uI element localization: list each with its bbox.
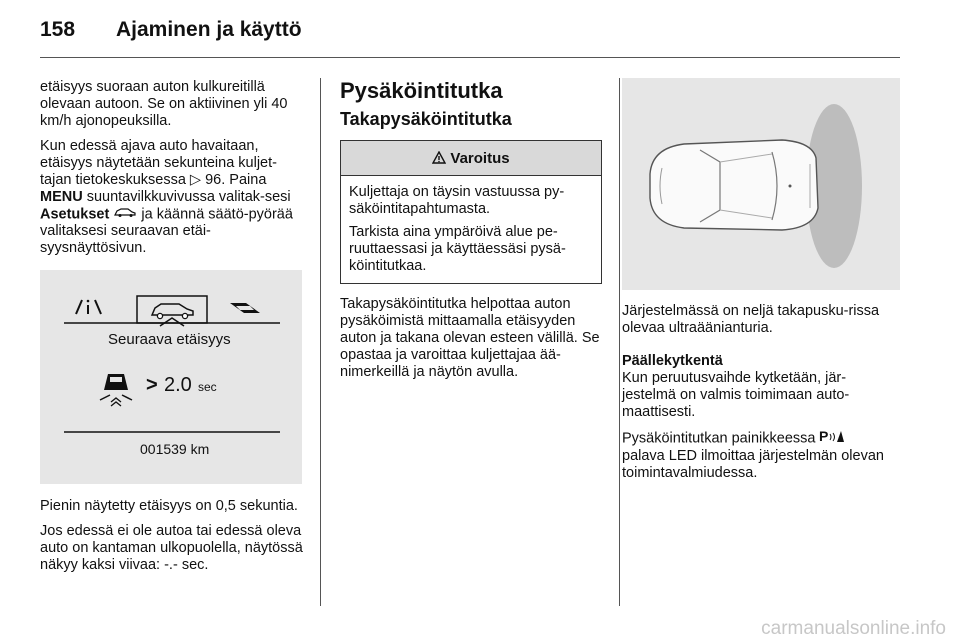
warning-title: Varoitus <box>450 149 510 167</box>
paragraph: etäisyys suoraan auton kulkureitillä olevaan autoon. Se on aktiivinen yli 40 km/h ajonopeuksilla. <box>40 79 288 129</box>
paragraph: Kuljettaja on täysin vastuussa py-säköintitapahtumasta. <box>349 184 565 217</box>
menu-label: MENU <box>40 189 83 205</box>
distance-value: 2.0 <box>164 374 192 396</box>
paragraph: Pienin näytetty etäisyys on 0,5 sekuntia. <box>40 498 298 514</box>
car-top-view-icon <box>650 140 818 230</box>
column-3-text <box>622 303 892 490</box>
tab-warning-icon <box>76 300 101 314</box>
distance-gt: > <box>146 374 158 396</box>
section-heading: Pysäköintitutka <box>340 78 503 103</box>
paragraph: Järjestelmässä on neljä takapusku-rissa olevaa ultraäänianturia. <box>622 303 880 336</box>
paragraph: Kun peruutusvaihde kytketään, jär-jestelmä on valmis toimimaan auto-maattisesti. <box>622 370 850 420</box>
column-divider-1 <box>320 78 321 606</box>
distance-unit: sec <box>198 380 217 394</box>
paragraph <box>622 429 892 482</box>
topic-heading: Päällekytkentä <box>622 353 723 369</box>
warning-body <box>341 176 601 283</box>
text: Pysäköintitutkan painikkeessa <box>622 430 816 447</box>
reference-arrow-icon: ▷ <box>189 172 202 188</box>
warning-box <box>340 140 602 284</box>
column-divider-2 <box>619 78 620 606</box>
vehicle-ahead-icon <box>100 374 132 406</box>
column-2-text <box>340 78 602 389</box>
paragraph: Takapysäköintitutka helpottaa auton pysäköimistä mittaamalla etäisyyden auton ja takana olevan esteen välillä. Se opastaa ja varoittaa kuljettajaa ää-nimerkeillä ja näytön avulla. <box>340 296 600 380</box>
column-1-text <box>40 79 304 265</box>
text: ja käännä säätö-pyörää valitaksesi seuraavan etäi-syysnäyttösivun. <box>40 206 293 257</box>
paragraph: Jos edessä ei ole autoa tai edessä oleva auto on kantaman ulkopuolella, näytössä näkyy kaksi viivaa: -.- sec. <box>40 523 303 573</box>
tab-car-icon <box>152 304 193 319</box>
svg-text:P: P <box>819 429 829 443</box>
watermark: carmanualsonline.info <box>761 618 946 639</box>
display-title: Seuraava etäisyys <box>108 331 231 348</box>
paragraph: Tarkista aina ympäröivä alue pe-ruuttaessasi ja käyttäessäsi pysä-köintitutkaa. <box>349 224 566 274</box>
rear-parking-sensor-figure <box>622 78 900 290</box>
tab-road-icon <box>230 303 260 313</box>
warning-triangle-icon <box>432 150 446 167</box>
page-reference: 96. Paina <box>205 172 267 188</box>
page-number: 158 <box>40 18 76 41</box>
paragraph <box>40 138 304 257</box>
page-title: Ajaminen ja käyttö <box>116 18 302 41</box>
text: suuntavilkkuvivussa valitak-sesi <box>86 189 291 205</box>
odometer: 001539 km <box>140 441 210 457</box>
driver-info-display-figure <box>40 270 302 484</box>
subsection-heading: Takapysäköintitutka <box>340 109 512 129</box>
column-1-lower-text <box>40 498 304 582</box>
car-settings-icon <box>113 206 137 223</box>
header-divider <box>40 57 900 58</box>
warning-header <box>341 141 601 176</box>
settings-label: Asetukset <box>40 206 110 223</box>
text: palava LED ilmoittaa järjestelmän olevan toimintavalmiudessa. <box>622 448 884 481</box>
parking-sensor-button-icon <box>819 429 845 448</box>
text: Kun edessä ajava auto havaitaan, etäisyys näytetään sekunteina kuljet-tajan tietokeskuksessa <box>40 138 277 188</box>
